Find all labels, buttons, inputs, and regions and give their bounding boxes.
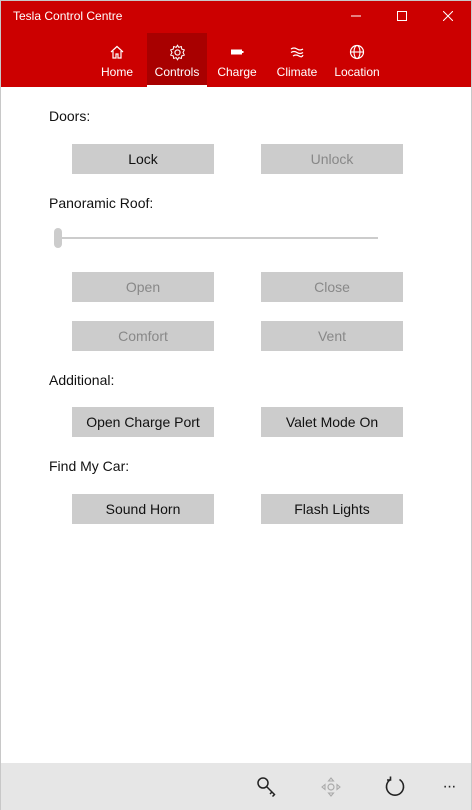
minimize-button[interactable] (333, 1, 379, 31)
move-button[interactable] (317, 773, 345, 801)
app-header (1, 1, 471, 87)
close-window-button[interactable] (425, 1, 471, 31)
open-charge-port-button[interactable]: Open Charge Port (72, 407, 214, 437)
tab-charge-label: Charge (217, 65, 257, 79)
minimize-icon (351, 11, 361, 21)
tab-charge[interactable] (207, 33, 267, 87)
battery-icon (228, 43, 246, 61)
home-icon (108, 43, 126, 61)
move-icon (320, 776, 342, 798)
maximize-icon (397, 11, 407, 21)
window-controls (333, 1, 471, 31)
tab-home[interactable] (87, 33, 147, 87)
tab-location-label: Location (334, 65, 380, 79)
window-title: Tesla Control Centre (13, 9, 123, 23)
valet-mode-button[interactable]: Valet Mode On (261, 407, 403, 437)
roof-slider-track[interactable] (57, 237, 378, 239)
tab-home-label: Home (100, 65, 133, 79)
roof-slider-thumb[interactable] (54, 228, 62, 248)
tab-climate-label: Climate (276, 65, 318, 79)
open-roof-button[interactable]: Open (72, 272, 214, 302)
find-my-car-label: Find My Car: (49, 458, 130, 474)
doors-label: Doors: (49, 108, 91, 124)
sound-horn-button[interactable]: Sound Horn (72, 494, 214, 524)
command-bar (1, 763, 471, 810)
nav-tabs (87, 33, 387, 87)
unlock-button[interactable]: Unlock (261, 144, 403, 174)
refresh-button[interactable] (381, 773, 409, 801)
maximize-button[interactable] (379, 1, 425, 31)
gear-icon (168, 43, 186, 61)
tab-climate[interactable] (267, 33, 327, 87)
additional-label: Additional: (49, 372, 115, 388)
globe-icon (348, 43, 366, 61)
comfort-roof-button[interactable]: Comfort (72, 321, 214, 351)
panoramic-roof-label: Panoramic Roof: (49, 195, 154, 211)
tab-location[interactable] (327, 33, 387, 87)
lock-button[interactable]: Lock (72, 144, 214, 174)
climate-icon (288, 43, 306, 61)
close-roof-button[interactable]: Close (261, 272, 403, 302)
more-icon[interactable]: ··· (442, 778, 456, 795)
refresh-icon (383, 775, 407, 799)
tab-controls[interactable] (147, 33, 207, 87)
key-button[interactable] (253, 773, 281, 801)
vent-roof-button[interactable]: Vent (261, 321, 403, 351)
key-icon (255, 775, 279, 799)
close-icon (443, 11, 453, 21)
tab-controls-label: Controls (154, 65, 200, 79)
flash-lights-button[interactable]: Flash Lights (261, 494, 403, 524)
